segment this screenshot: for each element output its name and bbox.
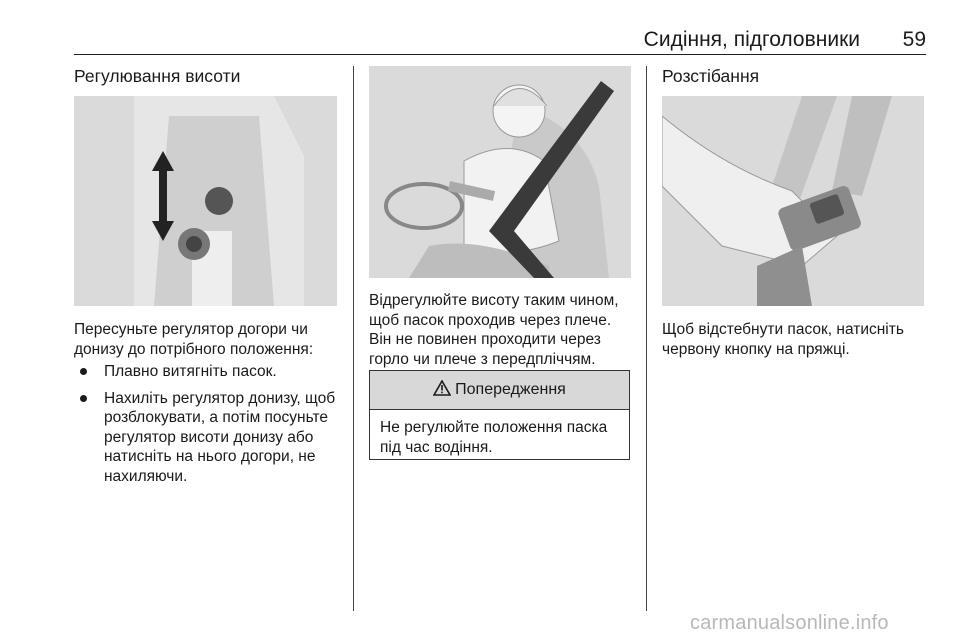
column-divider-1 (353, 66, 354, 611)
height-adjust-paragraph: Пересуньте регулятор догори чи донизу до потрібного положення: (74, 321, 314, 358)
list-item (74, 362, 344, 382)
column-divider-2 (646, 66, 647, 611)
illustration-height-adjuster (74, 96, 337, 306)
bullet-dot-icon (80, 368, 87, 375)
warning-text: Не регулюйте положення паска під час водіння. (380, 419, 608, 456)
illustration-driver-belt (369, 66, 631, 278)
header-divider (74, 54, 926, 55)
running-header-title: Сидіння, підголовники (643, 28, 860, 51)
unbuckle-paragraph: Щоб відстебнути пасок, натисніть червону кнопку на пряжці. (662, 321, 904, 358)
warning-title: Попередження (455, 381, 566, 398)
section-heading-height-adjust: Регулювання висоти (74, 66, 241, 86)
bullet-dot-icon (80, 395, 87, 402)
list-item (74, 389, 344, 487)
warning-triangle-icon (433, 380, 451, 401)
height-adjust-steps (74, 362, 344, 493)
list-item-text: Нахиліть регулятор донизу, щоб розблокувати, а потім посуньте регулятор висоти донизу або натисніть на нього догори, не нахиляючи. (104, 389, 336, 485)
list-item-text: Плавно витягніть пасок. (104, 363, 277, 380)
warning-header (370, 371, 629, 410)
watermark: carmanualsonline.info (690, 612, 889, 634)
page-number: 59 (902, 28, 926, 51)
warning-box (369, 370, 630, 460)
belt-routing-paragraph: Відрегулюйте висоту таким чином, щоб пасок проходив через плече. Він не повинен проходити через горло чи плече з передпліччям. (369, 292, 619, 368)
illustration-buckle-release (662, 96, 924, 306)
section-heading-unbuckle: Розстібання (662, 66, 760, 86)
